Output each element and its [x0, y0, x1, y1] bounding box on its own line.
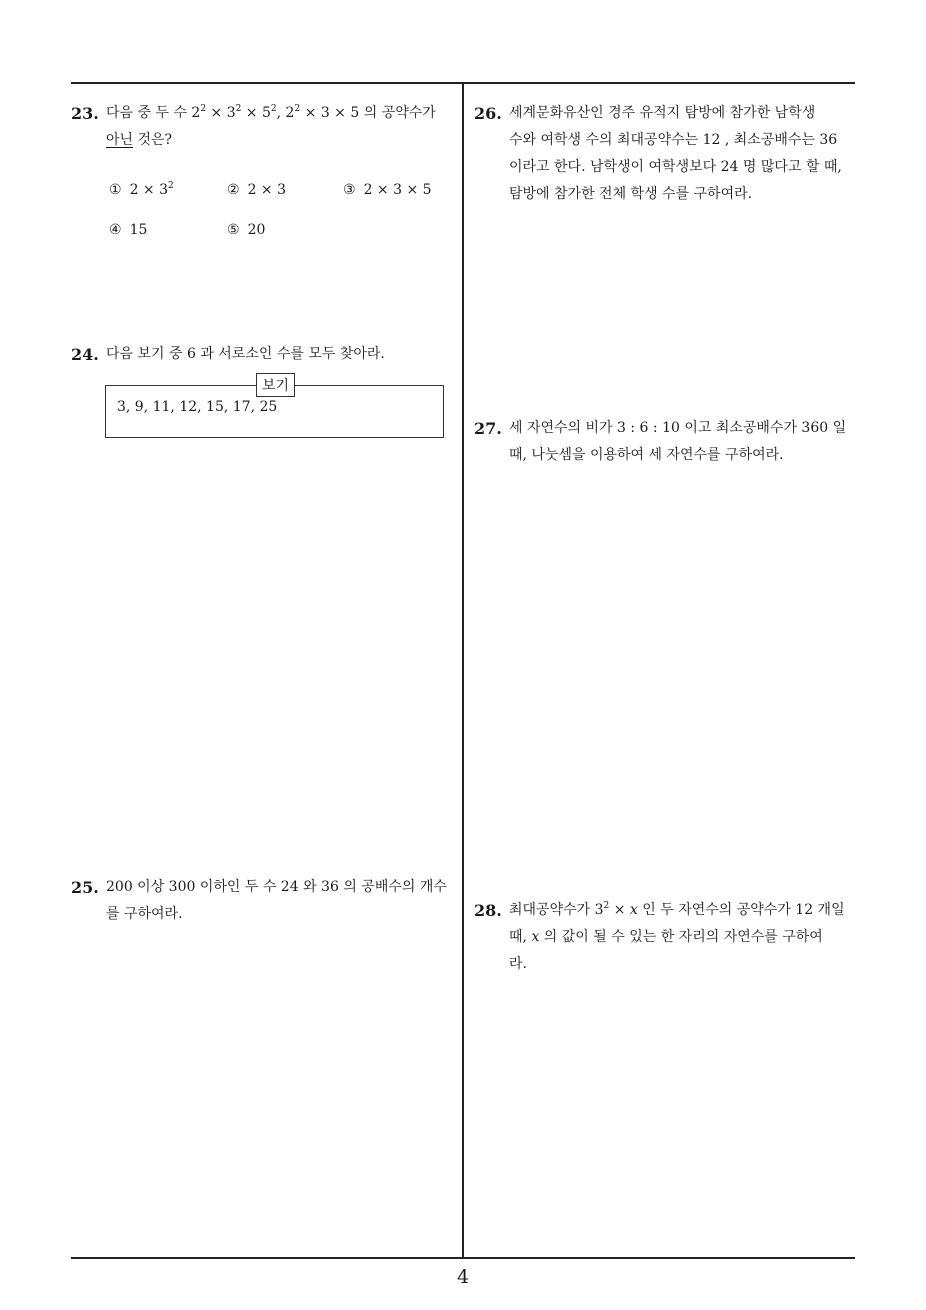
question-line: 아닌 것은?	[106, 132, 173, 148]
choice-5[interactable]: ⑤ 20	[227, 222, 266, 238]
page-number: 4	[456, 1266, 470, 1288]
question-number: 25.	[71, 878, 99, 897]
question-28	[474, 897, 859, 978]
example-items: 3, 9, 11, 12, 15, 17, 25	[117, 399, 278, 415]
question-number: 24.	[71, 345, 99, 364]
question-number: 28.	[474, 901, 502, 920]
question-text	[106, 100, 456, 154]
question-number: 26.	[474, 104, 502, 123]
question-line: 때, 나눗셈을 이용하여 세 자연수를 구하여라.	[509, 447, 784, 463]
choice-3[interactable]: ③ 2 × 3 × 5	[343, 182, 432, 198]
bottom-rule	[71, 1257, 855, 1259]
question-line: 다음 보기 중 6 과 서로소인 수를 모두 찾아라.	[106, 346, 385, 362]
question-25	[71, 874, 456, 928]
question-line: 다음 중 두 수 $2^2 \times 3^2 \times 5^2$, $2^2 \times 3 \times 5$ 의 공약수가	[106, 104, 436, 121]
question-26	[474, 100, 859, 208]
question-line: 이라고 한다. 남학생이 여학생보다 24 명 많다고 할 때,	[509, 159, 842, 175]
question-line: 200 이상 300 이하인 두 수 24 와 36 의 공배수의 개수	[106, 879, 447, 895]
question-text	[509, 415, 859, 469]
example-box-label: 보기	[256, 373, 295, 397]
question-line: 탐방에 참가한 전체 학생 수를 구하여라.	[509, 186, 753, 202]
question-line: 최대공약수가 $3^2 \times x$ 인 두 자연수의 공약수가 12 개일	[509, 901, 845, 918]
question-27	[474, 415, 859, 469]
question-line: 라.	[509, 956, 527, 972]
question-line: 때, x 의 값이 될 수 있는 한 자리의 자연수를 구하여	[509, 929, 823, 945]
question-number: 27.	[474, 419, 502, 438]
question-text	[106, 874, 456, 928]
column-divider	[462, 82, 464, 1258]
choice-1[interactable]: ① $2 \times 3^2$	[109, 181, 174, 198]
choice-4[interactable]: ④ 15	[109, 222, 148, 238]
emphasis-underline: 아닌	[106, 132, 134, 148]
question-number: 23.	[71, 104, 99, 123]
question-text	[509, 100, 859, 208]
question-line: 세계문화유산인 경주 유적지 탐방에 참가한 남학생	[509, 105, 816, 121]
question-text	[509, 897, 859, 978]
choice-2[interactable]: ② 2 × 3	[227, 182, 287, 198]
question-23	[71, 100, 456, 154]
question-text	[106, 341, 456, 368]
question-line: 세 자연수의 비가 3 : 6 : 10 이고 최소공배수가 360 일	[509, 420, 847, 436]
question-line: 수와 여학생 수의 최대공약수는 12 , 최소공배수는 36	[509, 132, 838, 148]
question-24	[71, 341, 456, 368]
question-line: 를 구하여라.	[106, 906, 183, 922]
